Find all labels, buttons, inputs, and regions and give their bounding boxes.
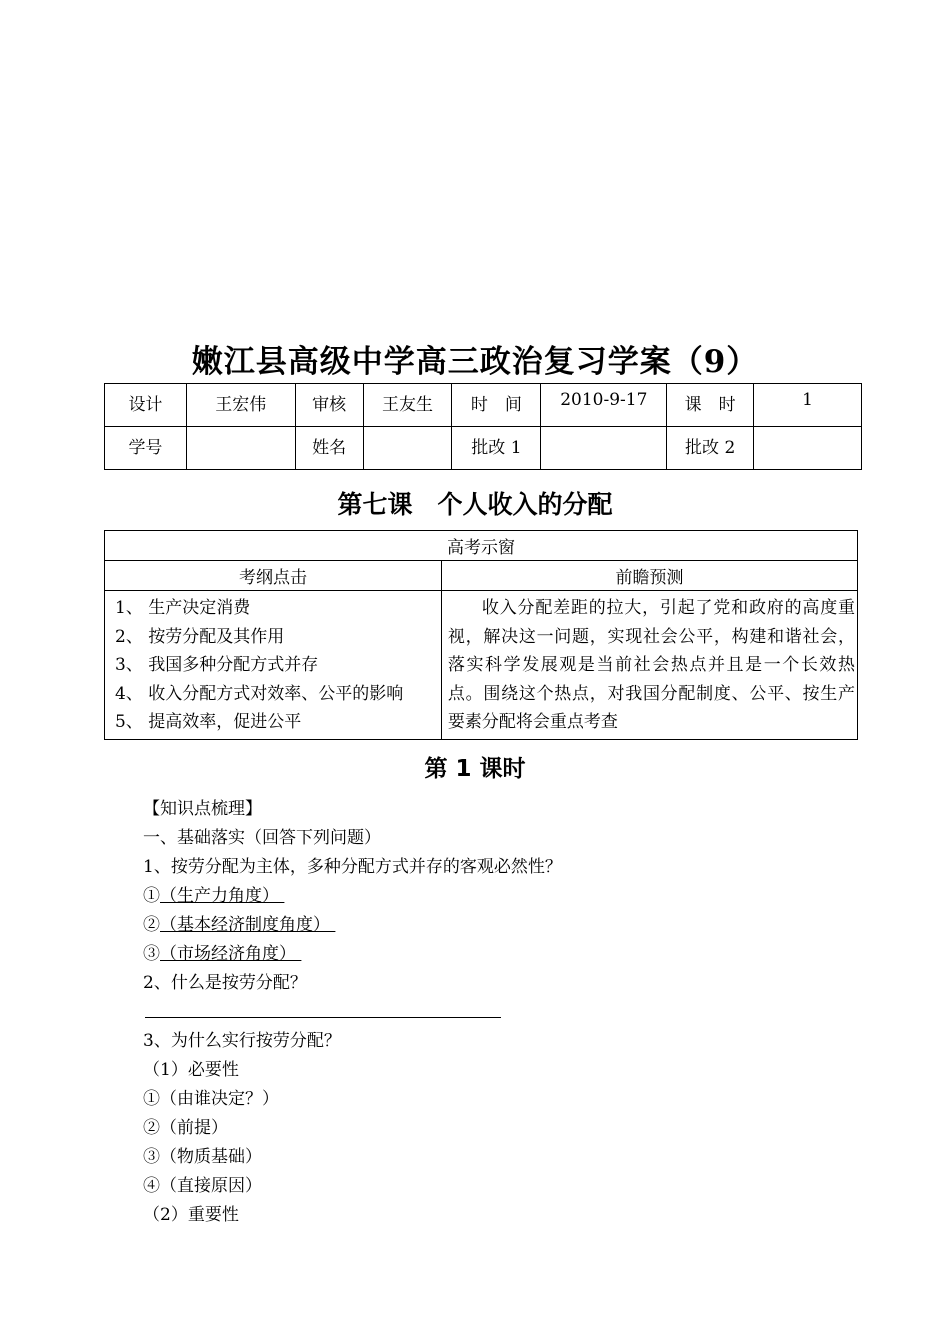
answer-1c	[143, 940, 562, 969]
answer-1a-mark: ①	[143, 886, 160, 906]
review-value: 王友生	[363, 384, 452, 427]
period-label: 课 时	[667, 384, 754, 427]
answer-1c-text: （市场经济角度）	[160, 944, 296, 964]
syllabus-point: 3、 我国多种分配方式并存	[115, 655, 319, 675]
document-title: 嫩江县高级中学高三政治复习学案（9）	[191, 344, 759, 380]
student-id-field[interactable]	[186, 427, 295, 470]
section-title: 第 1 课时	[424, 756, 526, 782]
prediction-column-header: 前瞻预测	[441, 561, 857, 591]
answer-blank-line[interactable]	[143, 998, 562, 1027]
syllabus-points	[105, 591, 442, 740]
answer-1a-text: （生产力角度）	[160, 886, 279, 906]
answer-1a	[143, 882, 562, 911]
syllabus-point: 5、 提高效率，促进公平	[115, 712, 302, 732]
syllabus-point: 2、 按劳分配及其作用	[115, 626, 285, 647]
necessity-item: ①（由谁决定？）	[143, 1089, 279, 1109]
prediction-text: 收入分配差距的拉大，引起了党和政府的高度重视，解决这一问题，实现社会公平，构建和谐社会，落实科学发展观是当前社会热点并且是一个长效热点。围绕这个热点，对我国分配制度、公平、按生产要素分配将会重点考查	[441, 591, 857, 740]
syllabus-column-header: 考纲点击	[105, 561, 442, 591]
grade1-field[interactable]	[541, 427, 667, 470]
review-label: 审核	[295, 384, 363, 427]
question-1: 1、按劳分配为主体，多种分配方式并存的客观必然性？	[143, 857, 562, 877]
importance-heading: （2）重要性	[143, 1205, 239, 1225]
design-value: 王宏伟	[186, 384, 295, 427]
period-value: 1	[754, 384, 862, 427]
necessity-heading: （1）必要性	[143, 1060, 239, 1080]
info-row-2	[105, 427, 862, 470]
lesson-title: 第七课 个人收入的分配	[337, 490, 613, 519]
time-label: 时 间	[452, 384, 541, 427]
grade2-field[interactable]	[754, 427, 862, 470]
answer-1b	[143, 911, 562, 940]
syllabus-point: 4、 收入分配方式对效率、公平的影响	[115, 683, 404, 704]
time-value: 2010-9-17	[541, 384, 667, 427]
necessity-item: ④（直接原因）	[143, 1176, 262, 1196]
exam-window-header: 高考示窗	[105, 531, 858, 561]
name-field[interactable]	[363, 427, 452, 470]
answer-1b-mark: ②	[143, 915, 160, 935]
student-id-label: 学号	[105, 427, 187, 470]
necessity-item: ③（物质基础）	[143, 1147, 262, 1167]
grade2-label: 批改 2	[667, 427, 754, 470]
question-2: 2、什么是按劳分配？	[143, 973, 307, 993]
grade1-label: 批改 1	[452, 427, 541, 470]
study-content	[143, 795, 562, 1230]
answer-1c-mark: ③	[143, 944, 160, 964]
info-table	[104, 383, 862, 470]
question-3: 3、为什么实行按劳分配？	[143, 1031, 341, 1051]
answer-1b-text: （基本经济制度角度）	[160, 915, 330, 935]
info-row-1	[105, 384, 862, 427]
knowledge-heading: 【知识点梳理】	[143, 799, 262, 819]
design-label: 设计	[105, 384, 187, 427]
name-label: 姓名	[295, 427, 363, 470]
necessity-item: ②（前提）	[143, 1118, 228, 1138]
basic-heading: 一、基础落实（回答下列问题）	[143, 828, 381, 848]
exam-window-table	[104, 530, 858, 740]
syllabus-point: 1、 生产决定消费	[115, 598, 251, 618]
